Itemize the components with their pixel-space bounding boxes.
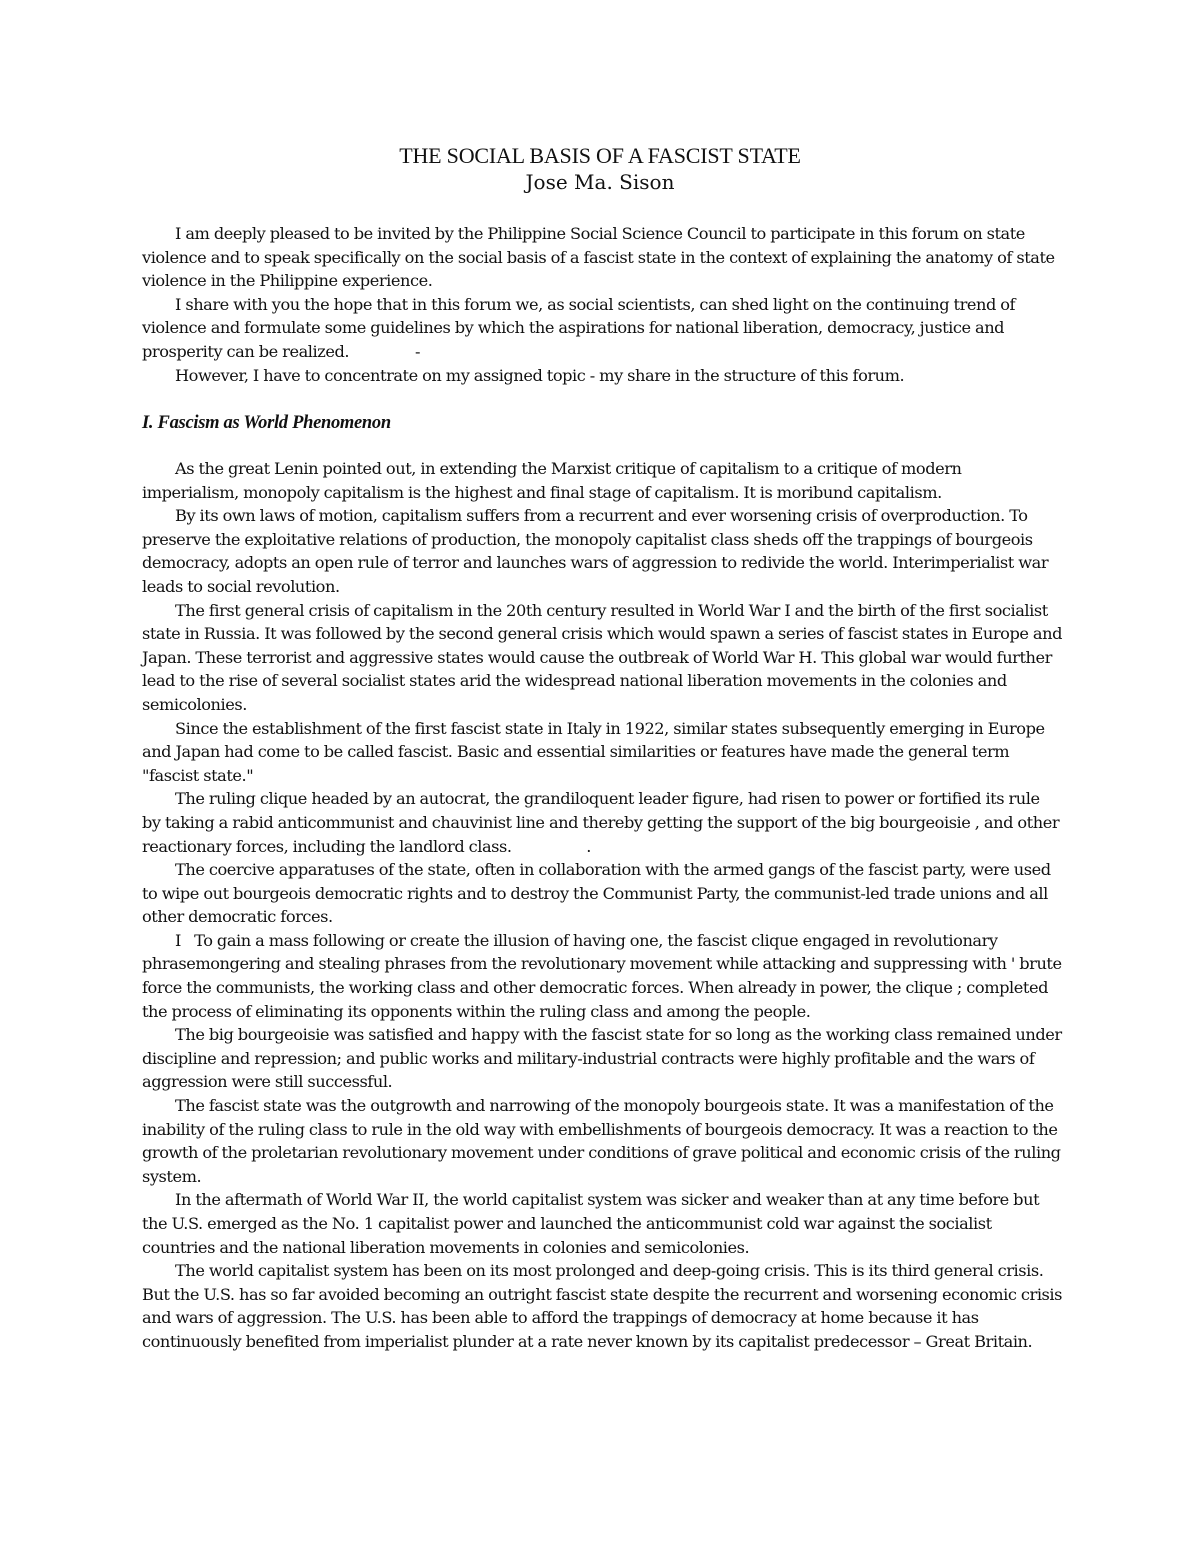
body-paragraph: The big bourgeoisie was satisfied and happy with the fascist state for so long as the working class remained under discipline and repression; and public works and military-industrial contracts were highly profitable and the wars of aggression were still successful. xyxy=(142,1025,1062,1092)
document-title: THE SOCIAL BASIS OF A FASCIST STATE xyxy=(399,143,801,168)
body-paragraph: The world capitalist system has been on its most prolonged and deep-going crisis. This is its third general crisis. But the U.S. has so far avoided becoming an outright fascist state despite the recurrent and worsening economic crisis and wars of aggression. The U.S. has been able to afford the trappings of democracy at home because it has continuously benefited from imperialist plunder at a rate never known by its capitalist predecessor – Great Britain. xyxy=(142,1261,1062,1351)
body-paragraph: As the great Lenin pointed out, in extending the Marxist critique of capitalism to a critique of modern imperialism, monopoly capitalism is the highest and final stage of capitalism. It is moribund capitalism. xyxy=(142,459,962,502)
body-paragraph: In the aftermath of World War II, the world capitalist system was sicker and weaker than at any time before but the U.S. emerged as the No. 1 capitalist power and launched the anticommunist cold war against the socialist countries and the national liberation movements in colonies and semicolonies. xyxy=(142,1190,1040,1257)
document-header xyxy=(0,143,1200,195)
document-author: Jose Ma. Sison xyxy=(525,170,675,194)
intro-paragraph: However, I have to concentrate on my assigned topic - my share in the structure of this forum. xyxy=(175,365,905,385)
body-paragraph: The fascist state was the outgrowth and narrowing of the monopoly bourgeois state. It was a manifestation of the inability of the ruling class to rule in the old way with embellishments of bourgeois democracy. It was a reaction to the growth of the proletarian revolutionary movement under conditions of grave political and economic crisis of the ruling system. xyxy=(142,1096,1061,1186)
body-paragraph: I To gain a mass following or create the illusion of having one, the fascist clique engaged in revolutionary phrasemongering and stealing phrases from the revolutionary movement while attacking and suppressing with ' brute force the communists, the working class and other democratic forces. When already in power, the clique ; completed the process of eliminating its opponents within the ruling class and among the people. xyxy=(142,930,1062,1021)
intro-paragraph: I share with you the hope that in this forum we, as social scientists, can shed light on the continuing trend of violence and formulate some guidelines by which the aspirations for national liberation, democracy, justice and prosperity can be realized. - xyxy=(142,294,1016,361)
section-body xyxy=(142,457,1062,1354)
body-paragraph: The ruling clique headed by an autocrat, the grandiloquent leader figure, had risen to power or fortified its rule by taking a rabid anticommunist and chauvinist line and thereby getting the support of the big bourgeoisie , and other reactionary forces, including the landlord class. . xyxy=(142,789,1060,856)
intro-section xyxy=(142,222,1062,387)
intro-paragraph: I am deeply pleased to be invited by the Philippine Social Science Council to participate in this forum on state violence and to speak specifically on the social basis of a fascist state in the context of explaining the anatomy of state violence in the Philippine experience. xyxy=(142,224,1055,291)
body-paragraph: The first general crisis of capitalism in the 20th century resulted in World War I and the birth of the first socialist state in Russia. It was followed by the second general crisis which would spawn a series of fascist states in Europe and Japan. These terrorist and aggressive states would cause the outbreak of World War H. This global war would further lead to the rise of several socialist states arid the widespread national liberation movements in the colonies and semicolonies. xyxy=(142,600,1063,714)
section-heading: I. Fascism as World Phenomenon xyxy=(142,413,391,433)
body-paragraph: The coercive apparatuses of the state, often in collaboration with the armed gangs of the fascist party, were used to wipe out bourgeois democratic rights and to destroy the Communist Party, the communist-led trade unions and all other democratic forces. xyxy=(142,860,1051,927)
body-paragraph: Since the establishment of the first fascist state in Italy in 1922, similar states subsequently emerging in Europe and Japan had come to be called fascist. Basic and essential similarities or features have made the general term "fascist state." xyxy=(142,718,1045,785)
body-paragraph: By its own laws of motion, capitalism suffers from a recurrent and ever worsening crisis of overproduction. To preserve the exploitative relations of production, the monopoly capitalist class sheds off the trappings of bourgeois democracy, adopts an open rule of terror and launches wars of aggression to redivide the world. Interimperialist war leads to social revolution. xyxy=(142,506,1049,596)
